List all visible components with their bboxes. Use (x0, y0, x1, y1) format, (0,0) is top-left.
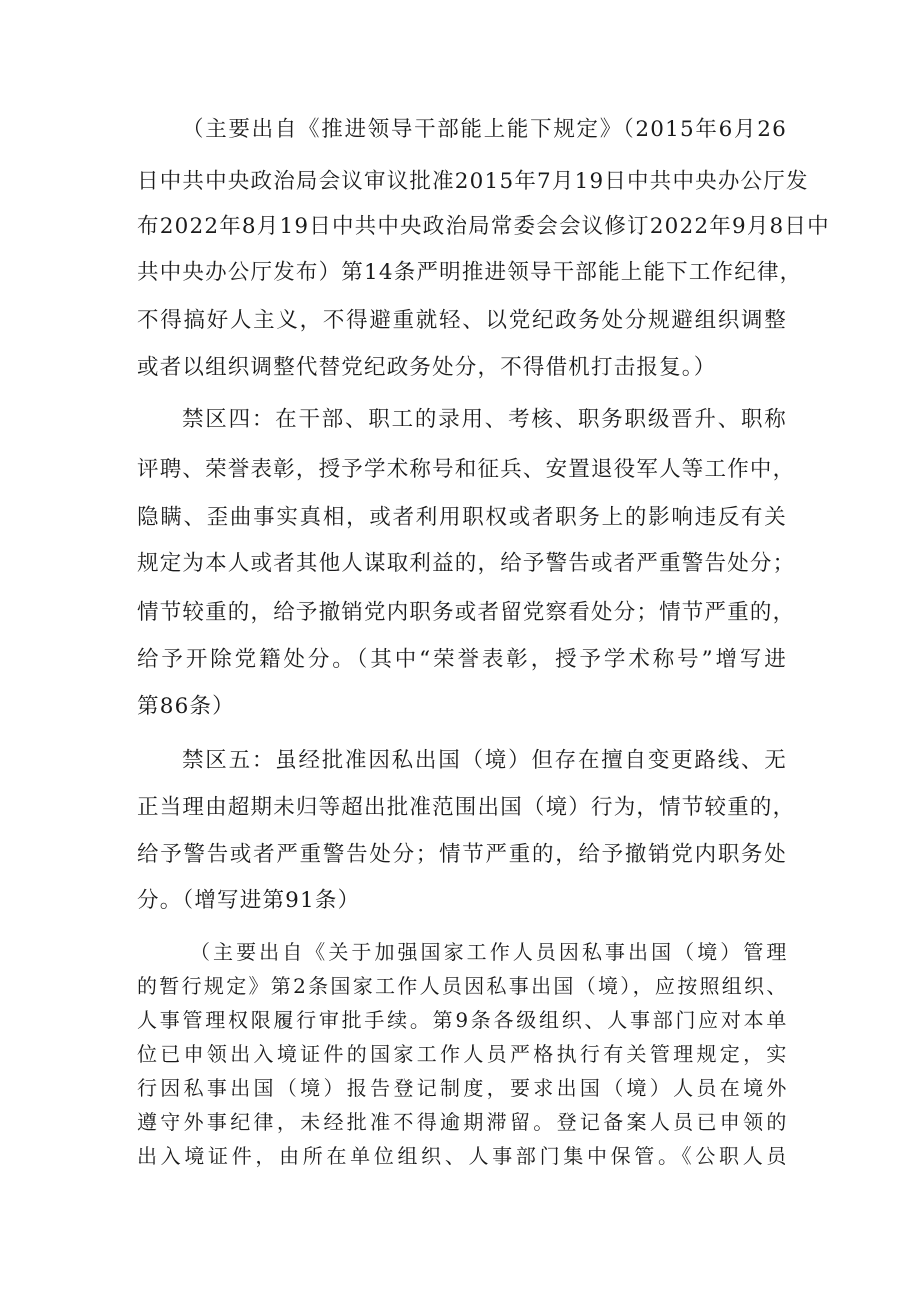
text-line: 日中共中央政治局会议审议批准2015年7月19日中共中央办公厅发 (137, 169, 809, 194)
text-line: 给予开除党籍处分。（其中“荣誉表彰，授予学术称号”增写进 (137, 647, 787, 672)
text-line: 禁区四：在干部、职工的录用、考核、职务职级晋升、职称 (182, 407, 787, 432)
text-line: 共中央办公厅发布）第14条严明推进领导干部能上能下工作纪律， (137, 260, 803, 285)
text-line: 不得搞好人主义，不得避重就轻、以党纪政务处分规避组织调整 (137, 308, 787, 333)
text-line: 行因私事出国（境）报告登记制度，要求出国（境）人员在境外 (137, 1076, 787, 1100)
text-line: 人事管理权限履行审批手续。第9条各级组织、人事部门应对本单 (137, 1008, 787, 1032)
text-line: 规定为本人或者其他人谋取利益的，给予警告或者严重警告处分； (137, 551, 796, 576)
text-line: 正当理由超期未归等超出批准范围出国（境）行为，情节较重的， (137, 795, 796, 820)
text-line: （主要出自《关于加强国家工作人员因私事出国（境）管理 (190, 940, 787, 964)
text-line: 或者以组织调整代替党纪政务处分，不得借机打击报复。） (137, 355, 717, 380)
text-line: 情节较重的，给予撤销党内职务或者留党察看处分；情节严重的， (137, 600, 796, 625)
text-line: （主要出自《推进领导干部能上能下规定》（2015年6月26 (182, 117, 787, 142)
text-line: 给予警告或者严重警告处分；情节严重的，给予撤销党内职务处 (137, 842, 787, 867)
text-line: 评聘、荣誉表彰，授予学术称号和征兵、安置退役军人等工作中， (137, 457, 796, 482)
text-line: 分。（增写进第91条） (137, 888, 361, 913)
text-line: 出入境证件，由所在单位组织、人事部门集中保管。《公职人员 (137, 1144, 787, 1168)
text-line: 的暂行规定》第2条国家工作人员因私事出国（境），应按照组织、 (137, 974, 787, 998)
text-line: 禁区五：虽经批准因私出国（境）但存在擅自变更路线、无 (182, 748, 787, 773)
text-line: 隐瞒、歪曲事实真相，或者利用职权或者职务上的影响违反有关 (137, 505, 787, 530)
text-line: 布2022年8月19日中共中央政治局常委会会议修订2022年9月8日中 (137, 214, 830, 239)
text-line: 位已申领出入境证件的国家工作人员严格执行有关管理规定，实 (137, 1042, 787, 1066)
text-line: 第86条） (137, 694, 235, 719)
text-line: 遵守外事纪律，未经批准不得逾期滞留。登记备案人员已申领的 (137, 1110, 787, 1134)
